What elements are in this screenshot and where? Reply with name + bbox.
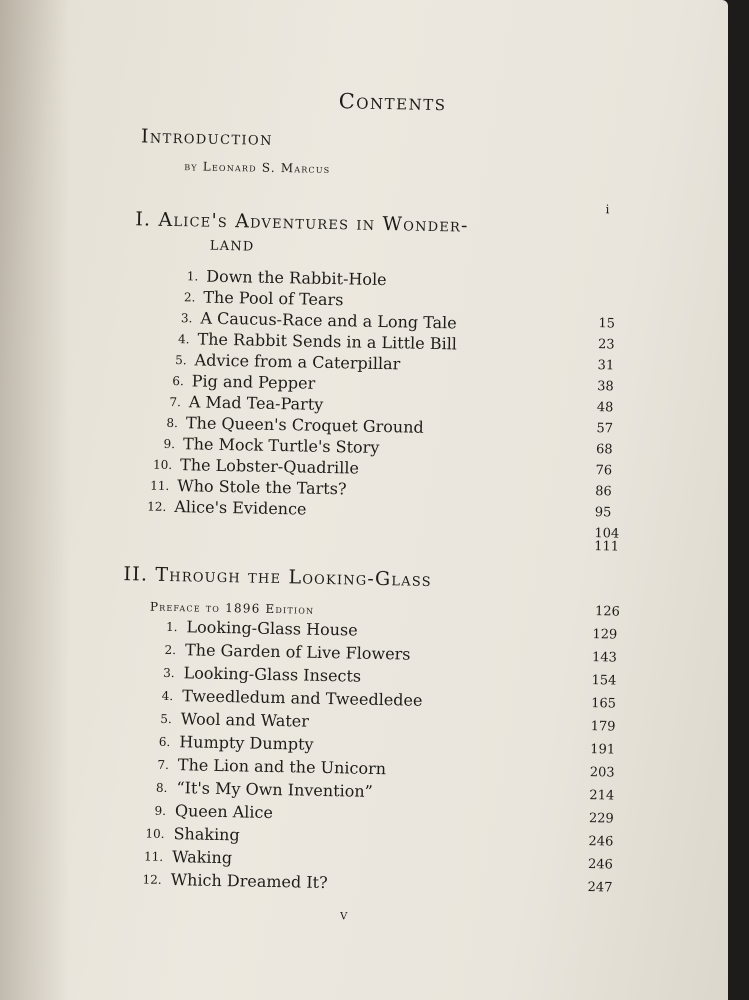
chapter-number: 6.: [172, 373, 184, 389]
chapter-title: Queen Alice: [174, 801, 274, 823]
trailing-page-number: 111: [594, 539, 620, 555]
chapter-page-number: 203: [589, 765, 615, 781]
chapter-number: 9.: [163, 436, 176, 452]
chapter-number: 9.: [154, 803, 167, 818]
chapter-page-number: 191: [590, 742, 616, 758]
chapter-page-number: 57: [596, 421, 614, 437]
chapter-page-number: 48: [596, 400, 614, 416]
chapter-title: The Pool of Tears: [203, 287, 344, 310]
chapter-title: Humpty Dumpty: [179, 732, 314, 754]
chapter-number: 5.: [160, 711, 172, 727]
chapter-number: 11.: [150, 478, 170, 493]
chapter-page-number: 23: [597, 337, 615, 353]
introduction-author: by Leonard S. Marcus: [184, 159, 331, 176]
chapter-title: The Mock Turtle's Story: [182, 434, 380, 457]
chapter-page-number: 95: [594, 505, 612, 521]
part-one-heading-line1: I. Alice's Adventures in Wonder-: [135, 208, 469, 237]
chapter-number: 7.: [169, 394, 181, 410]
chapter-title: Who Stole the Tarts?: [177, 476, 347, 499]
chapter-number: 3.: [163, 665, 175, 681]
preface-page-number: 126: [594, 604, 621, 620]
chapter-number: 2.: [183, 290, 196, 305]
chapter-title: Tweedledum and Tweedledee: [182, 686, 423, 710]
chapter-number: 12.: [147, 499, 167, 514]
chapter-page-number: 38: [597, 379, 614, 395]
chapter-page-number: 214: [589, 788, 615, 804]
chapter-page-number: 76: [595, 463, 613, 479]
chapter-title: Shaking: [173, 824, 240, 845]
chapter-number: 10.: [145, 826, 165, 841]
chapter-page-number: 165: [590, 696, 617, 712]
chapter-title: The Lobster-Quadrille: [179, 455, 360, 478]
page-folio: v: [339, 907, 348, 924]
chapter-number: 8.: [155, 780, 168, 795]
chapter-number: 5.: [175, 353, 187, 368]
chapter-title: The Queen's Croquet Ground: [185, 413, 424, 437]
chapter-number: 7.: [157, 757, 170, 772]
chapter-title: A Mad Tea-Party: [188, 392, 324, 414]
chapter-title: Wool and Water: [180, 709, 310, 731]
chapter-page-number: 246: [587, 857, 614, 873]
chapter-number: 6.: [158, 734, 171, 750]
part-one-heading-line2: land: [209, 232, 255, 256]
chapter-page-number: 246: [588, 834, 614, 850]
chapter-title: A Caucus-Race and a Long Tale: [200, 308, 457, 333]
chapter-page-number: 104: [594, 526, 620, 542]
chapter-page-number: 143: [591, 650, 617, 666]
chapter-number: 1.: [186, 269, 199, 284]
chapter-page-number: 247: [587, 880, 613, 896]
chapter-page-number: 229: [588, 811, 614, 827]
preface-label: Preface to 1896 Edition: [149, 599, 315, 617]
chapter-number: 11.: [143, 849, 164, 864]
chapter-page-number: 31: [597, 358, 615, 374]
chapter-page-number: 86: [595, 484, 612, 500]
chapter-number: 8.: [166, 415, 179, 431]
chapter-page-number: 179: [590, 719, 616, 735]
chapter-title: Which Dreamed It?: [170, 870, 328, 893]
chapter-number: 4.: [177, 332, 190, 347]
chapter-title: Looking-Glass House: [186, 617, 358, 640]
introduction-page-number: i: [605, 202, 610, 217]
chapter-page-number: 68: [595, 442, 613, 458]
chapter-number: 12.: [142, 872, 162, 887]
chapter-title: Down the Rabbit-Hole: [206, 266, 387, 290]
chapter-title: Alice's Evidence: [174, 497, 307, 519]
chapter-number: 10.: [152, 457, 173, 473]
chapter-title: Advice from a Caterpillar: [194, 350, 401, 374]
chapter-title: The Garden of Live Flowers: [184, 640, 411, 664]
chapter-title: Waking: [171, 847, 233, 868]
chapter-title: “It's My Own Invention”: [176, 778, 374, 801]
chapter-number: 4.: [161, 688, 174, 704]
chapter-page-number: 129: [592, 627, 618, 643]
introduction-heading: Introduction: [140, 125, 274, 150]
chapter-title: Looking-Glass Insects: [183, 663, 362, 686]
chapter-title: The Rabbit Sends in a Little Bill: [197, 329, 458, 354]
chapter-page-number: 15: [598, 316, 616, 332]
contents-title: Contents: [338, 89, 447, 116]
chapter-number: 1.: [165, 619, 178, 635]
chapter-number: 2.: [164, 642, 177, 658]
chapter-page-number: 154: [591, 673, 617, 689]
chapter-title: The Lion and the Unicorn: [177, 755, 387, 779]
chapter-title: Pig and Pepper: [191, 371, 316, 393]
part-two-heading: II. Through the Looking-Glass: [123, 563, 433, 592]
chapter-number: 3.: [180, 311, 193, 326]
